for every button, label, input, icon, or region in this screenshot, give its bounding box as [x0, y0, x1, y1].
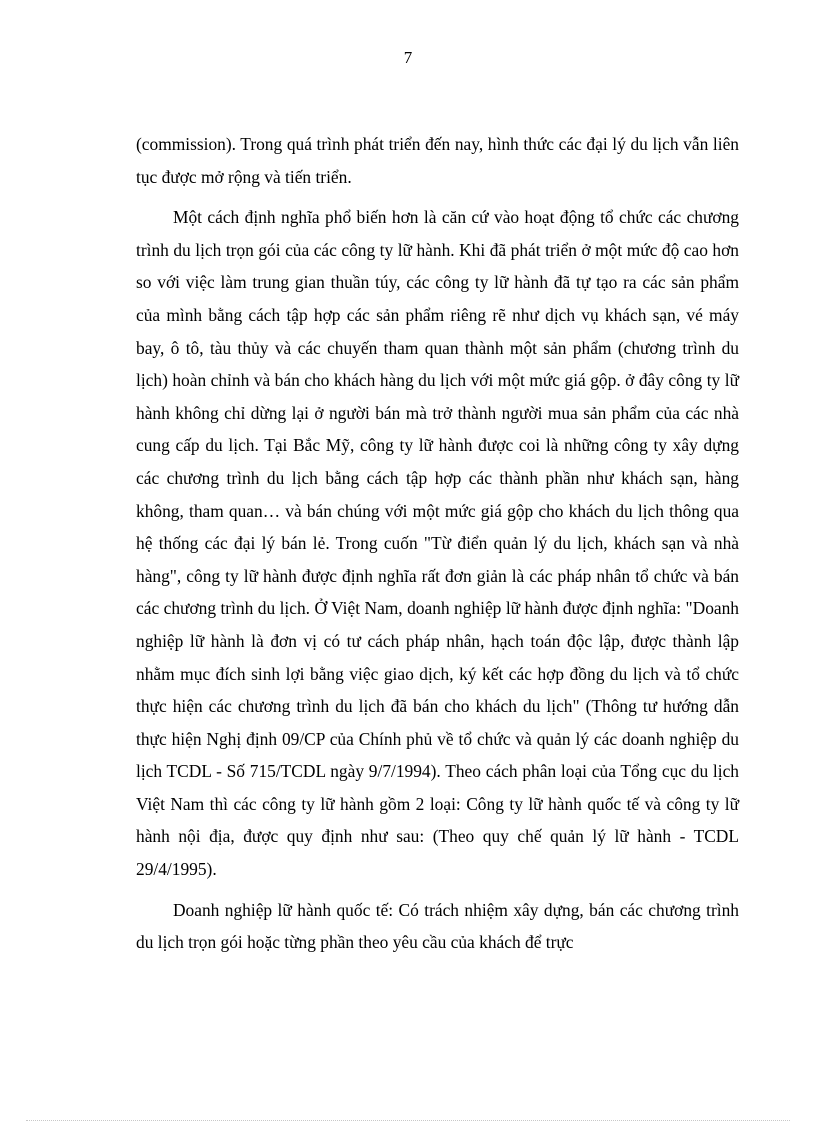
paragraph-international-enterprise: Doanh nghiệp lữ hành quốc tế: Có trách nhiệm xây dựng, bán các chương trình du lịch trọn gói hoặc từng phần theo yêu cầu của khách để trực — [136, 899, 739, 953]
body-text — [136, 128, 739, 967]
page-number: 7 — [403, 48, 413, 67]
page-bottom-divider — [26, 1120, 790, 1121]
paragraph-definition: Một cách định nghĩa phổ biến hơn là căn cứ vào hoạt động tổ chức các chương trình du lịch trọn gói của các công ty lữ hành. Khi đã phát triển ở một mức độ cao hơn so với việc làm trung gian thuần túy, các công ty lữ hành đã tự tạo ra các sản phẩm của mình bằng cách tập hợp các sản phẩm riêng rẽ như dịch vụ khách sạn, vé máy bay, ô tô, tàu thủy và các chuyến tham quan thành một sản phẩm (chương trình du lịch) hoàn chỉnh và bán cho khách hàng du lịch với một mức giá gộp. ở đây công ty lữ hành không chỉ dừng lại ở người bán mà trở thành người mua sản phẩm của các nhà cung cấp du lịch. Tại Bắc Mỹ, công ty lữ hành được coi là những công ty xây dựng các chương trình du lịch bằng cách tập hợp các thành phần như khách sạn, hàng không, tham quan… và bán chúng với một mức giá gộp cho khách du lịch thông qua hệ thống các đại lý bán lẻ. Trong cuốn "Từ điển quản lý du lịch, khách sạn và nhà hàng", công ty lữ hành được định nghĩa rất đơn giản là các pháp nhân tổ chức và bán các chương trình du lịch. Ở Việt Nam, doanh nghiệp lữ hành được định nghĩa: "Doanh nghiệp lữ hành là đơn vị có tư cách pháp nhân, hạch toán độc lập, được thành lập nhằm mục đích sinh lợi bằng việc giao dịch, ký kết các hợp đồng du lịch và tổ chức thực hiện các chương trình du lịch đã bán cho khách du lịch" (Thông tư hướng dẫn thực hiện Nghị định 09/CP của Chính phủ về tổ chức và quản lý các doanh nghiệp du lịch TCDL - Số 715/TCDL ngày 9/7/1994). Theo cách phân loại của Tổng cục du lịch Việt Nam thì các công ty lữ hành gồm 2 loại: Công ty lữ hành quốc tế và công ty lữ hành nội địa, được quy định như sau: (Theo quy chế quản lý lữ hành - TCDL 29/4/1995). — [136, 207, 739, 880]
paragraph-continuation: (commission). Trong quá trình phát triển đến nay, hình thức các đại lý du lịch vẫn liên tục được mở rộng và tiến triển. — [136, 134, 739, 187]
